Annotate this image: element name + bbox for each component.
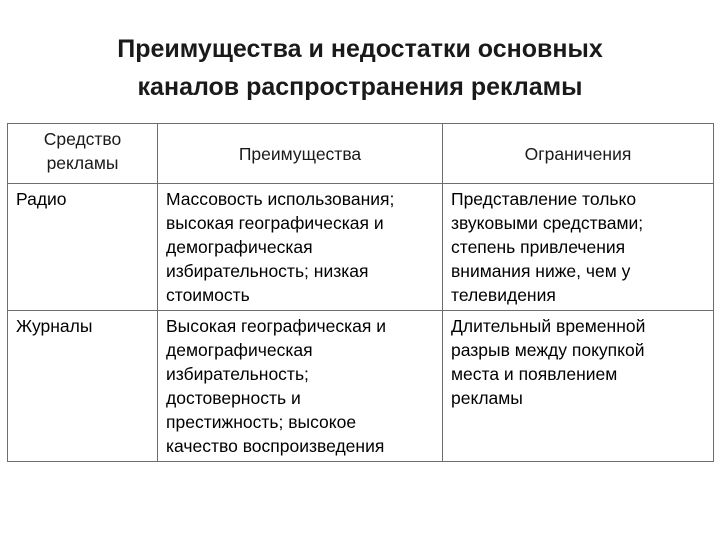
advantage-line: избирательность; (166, 364, 309, 384)
advantage-line: качество воспроизведения (166, 436, 385, 456)
table-row (8, 311, 714, 462)
advantage-line: достоверность и (166, 388, 301, 408)
medium-label: Радио (16, 189, 67, 209)
cell-limitations (443, 311, 714, 462)
limitation-line: внимания ниже, чем у (451, 261, 631, 281)
cell-medium (8, 184, 158, 311)
title-line-2: каналов распространения рекламы (137, 73, 583, 101)
limitation-line: разрыв между покупкой (451, 340, 645, 360)
title-line-1: Преимущества и недостатки основных (117, 35, 603, 63)
advantage-line: демографическая (166, 340, 313, 360)
limitation-line: звуковыми средствами; (451, 213, 644, 233)
limitation-line: телевидения (451, 285, 556, 305)
cell-advantages (158, 184, 443, 311)
advantage-line: престижность; высокое (166, 412, 357, 432)
advantage-line: стоимость (166, 285, 250, 305)
limitation-line: места и появлением (451, 364, 618, 384)
cell-medium (8, 311, 158, 462)
page-title (0, 30, 720, 106)
advantage-line: Массовость использования; (166, 189, 395, 209)
medium-label: Журналы (16, 316, 93, 336)
header-medium (8, 124, 158, 184)
limitation-line: степень привлечения (451, 237, 626, 257)
header-medium-line-2: рекламы (46, 153, 119, 173)
limitation-line: рекламы (451, 388, 523, 408)
table-header-row (8, 124, 714, 184)
cell-limitations (443, 184, 714, 311)
advantage-line: высокая географическая и (166, 213, 384, 233)
advantage-line: демографическая (166, 237, 313, 257)
cell-advantages (158, 311, 443, 462)
header-advantages: Преимущества (158, 124, 443, 184)
header-medium-line-1: Средство (43, 129, 122, 149)
advantage-line: избирательность; низкая (166, 261, 369, 281)
table-row (8, 184, 714, 311)
advertising-channels-table (7, 123, 714, 462)
limitation-line: Представление только (451, 189, 637, 209)
advantage-line: Высокая географическая и (166, 316, 387, 336)
limitation-line: Длительный временной (451, 316, 646, 336)
header-limitations: Ограничения (443, 124, 714, 184)
